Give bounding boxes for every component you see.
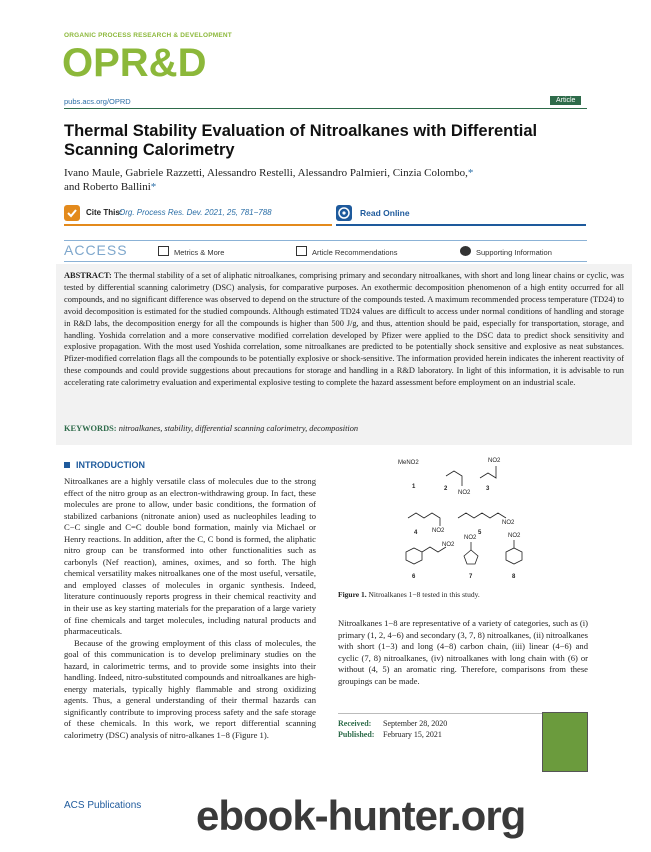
- structure-8-nitro: NO2: [508, 533, 521, 539]
- figure-caption-text: Nitroalkanes 1−8 tested in this study.: [368, 590, 480, 599]
- compound-number-2: 2: [444, 486, 448, 492]
- intro-column: [64, 476, 316, 742]
- structure-7-nitro: NO2: [464, 535, 477, 541]
- structure-5-skeleton: [458, 513, 506, 518]
- keywords-list: nitroalkanes, stability, differential scanning calorimetry, decomposition: [118, 424, 359, 433]
- intro-heading-label: INTRODUCTION: [76, 460, 145, 470]
- access-label: ACCESS: [64, 242, 128, 258]
- structure-6-ring: [406, 548, 422, 564]
- published-label: Published:: [338, 730, 375, 739]
- authors-line-1: Ivano Maule, Gabriele Razzetti, Alessandro Restelli, Alessandro Palmieri, Cinzia Colombo,: [64, 167, 468, 179]
- section-square-icon: [64, 462, 70, 468]
- journal-cover-thumbnail[interactable]: [542, 712, 588, 772]
- corresponding-author-mark[interactable]: *: [467, 167, 474, 179]
- compound-number-1: 1: [412, 484, 416, 490]
- section-heading-introduction: [64, 460, 145, 470]
- nitroalkane-structures: [338, 452, 588, 588]
- cite-check-icon: [64, 205, 80, 221]
- structure-2-nitro: NO2: [458, 490, 471, 496]
- compound-number-8: 8: [512, 574, 516, 580]
- header-divider: [64, 108, 587, 109]
- bar-chart-icon: [158, 246, 169, 256]
- abstract-body: The thermal stability of a set of aliphatic nitroalkanes, comprising primary and secondary nitroalkanes, with short and long linear chains or cyclic, was tested by differential scanning calorimetry (DSC) analysis, for comparative purposes. An exothermic decomposition phenomenon of a high entity occurred for all compounds, and no significant difference was observed to depend on the structure of the compounds tested. A maximum recommended process temperature (TD24) to avoid decomposition is estimated for the studied compounds. Although estimated TD24 values are difficult to access under normal conditions of handling and storage in R&D labs, the decomposition energy for all the compounds is higher than 500 J/g, and thus, attention should be paid, especially for transportation, storage, and handling. Yoshida correlation and a more conservative modified correlation developed by Pfizer were applied to the DSC data to predict shock sensitivity and explosive propagation. With the most used Yoshida correlation, some nitroalkanes are predicted to be potentially shock sensitive and explosive as neat substances. Pfizer-modified correlation flags all the compounds to be potentially explosive or shock-sensitive. The information provided herein indicates the inherent reactivity of these compounds and could provide suggestions about precautions for storage and handling in a R&D laboratory. In light of this information, it is advisable to run accelerating rate calorimetry evaluation and experimental explosive testing to complete the hazard assessment before employment on an industrial scale.: [64, 271, 624, 388]
- cite-label: Cite This:: [86, 208, 123, 217]
- acs-publications-logo[interactable]: ACS Publications: [64, 800, 142, 811]
- acs-globe-icon: [336, 205, 352, 221]
- supporting-label: Supporting Information: [476, 248, 552, 257]
- structure-5-nitro: NO2: [502, 520, 515, 526]
- structure-2-skeleton: [446, 471, 462, 486]
- structure-1-formula: MeNO2: [398, 460, 419, 466]
- received-date: September 28, 2020: [383, 719, 448, 728]
- received-label: Received:: [338, 719, 372, 728]
- si-icon: [460, 246, 471, 256]
- opr-d-logo-graphic: [62, 40, 242, 84]
- abstract-box: [56, 264, 632, 445]
- recommendations-link[interactable]: [296, 246, 397, 257]
- citation-link[interactable]: Org. Process Res. Dev. 2021, 25, 781−788: [119, 208, 272, 217]
- article-type-badge: Article: [550, 96, 581, 105]
- structure-4-nitro: NO2: [432, 528, 445, 534]
- paper-title: Thermal Stability Evaluation of Nitroalkanes with Differential Scanning Calorimetry: [64, 122, 538, 159]
- author-list: [64, 166, 584, 194]
- structure-4-skeleton: [408, 513, 440, 526]
- read-online-button[interactable]: [336, 204, 586, 226]
- authors-line-2: and Roberto Ballini: [64, 181, 151, 193]
- intro-paragraph-1: Nitroalkanes are a highly versatile class of molecules due to the strong effect of the nitro group as an electron-withdrawing group. In fact, these molecules are prone to allow, under basic conditions, the formation of stabilized carbanions (nitronate anion) used as nucleophiles leading to C−C single and C=C double bond formation, mainly via Michael or Henry reactions. In addition, after the C, C bond is formed, the aliphatic nitro group can be transformed into other functionalities such as carbonyls (Nef reaction), amines, oximes, and so forth. The high chemical versatility makes nitroalkanes one of the most useful, versatile, and employed classes of molecules in organic synthesis. Indeed, literature continuously reports progress in their chemical reactivity and in their use as key starting materials for the preparation of a large variety of fine chemicals and target molecules, including natural products and pharmaceuticals.: [64, 476, 316, 637]
- published-date: February 15, 2021: [383, 730, 442, 739]
- metrics-link[interactable]: [158, 246, 224, 257]
- compound-number-4: 4: [414, 530, 418, 536]
- corresponding-author-mark-2[interactable]: *: [150, 181, 157, 193]
- compound-number-5: 5: [478, 530, 482, 536]
- cite-this-box[interactable]: [64, 204, 332, 226]
- keywords-label: KEYWORDS:: [64, 424, 117, 433]
- structure-7-ring: [464, 550, 478, 564]
- recommendations-label: Article Recommendations: [312, 248, 398, 257]
- metrics-label: Metrics & More: [174, 248, 225, 257]
- journal-url-link[interactable]: pubs.acs.org/OPRD: [64, 97, 131, 106]
- watermark-text: ebook-hunter.org: [196, 792, 526, 839]
- structure-8-ring: [506, 548, 522, 564]
- journal-name-small: ORGANIC PROCESS RESEARCH & DEVELOPMENT: [64, 32, 232, 39]
- keywords: [64, 424, 624, 433]
- compound-number-3: 3: [486, 486, 490, 492]
- intro-paragraph-2: Because of the growing employment of this class of molecules, the goal of this communication is to develop preliminary studies on the hazard, in calorimetric terms, and to provide some insights into their handling. Indeed, nitro-substituted compounds and nitroalkanes are high-energy materials, typically highly flammable and strong oxidizing agents. Thus, a general understanding of their thermal hazards can significantly contribute to improving process safety and the safe storage of these chemicals. In this work, we report differential scanning calorimetry (DSC) analysis of nitro-alkanes 1−8 (Figure 1).: [64, 637, 316, 741]
- supporting-info-link[interactable]: [460, 246, 552, 257]
- journal-logo: [62, 40, 242, 89]
- structure-3-nitro: NO2: [488, 458, 501, 464]
- figure-1-caption: [338, 590, 480, 599]
- publication-dates: [338, 718, 447, 740]
- read-online-label: Read Online: [360, 208, 410, 218]
- figure-caption-label: Figure 1.: [338, 590, 367, 599]
- abstract-text: [64, 270, 624, 389]
- compound-number-7: 7: [469, 574, 473, 580]
- structure-6-nitro: NO2: [442, 542, 455, 548]
- figure-1: [338, 452, 588, 588]
- access-bar: [64, 240, 587, 262]
- right-column-text: Nitroalkanes 1−8 are representative of a variety of categories, such as (i) primary (1, 2, 4−6) and secondary (3, 7, 8) nitroalkanes, (ii) nitroalkanes with short (1−3) and long (4−8) carbon chain, (iii) linear (4−6) and cyclic (7, 8) nitroalkanes, (iv) nitroalkanes with long chain with (6) or without (4, 5) an aromatic ring. Therefore, comparisons from these groupings can be made.: [338, 618, 588, 686]
- abstract-label: ABSTRACT:: [64, 271, 112, 280]
- article-list-icon: [296, 246, 307, 256]
- logo-text: OPR&D: [62, 41, 207, 84]
- compound-number-6: 6: [412, 574, 416, 580]
- structure-3-skeleton: [480, 466, 496, 478]
